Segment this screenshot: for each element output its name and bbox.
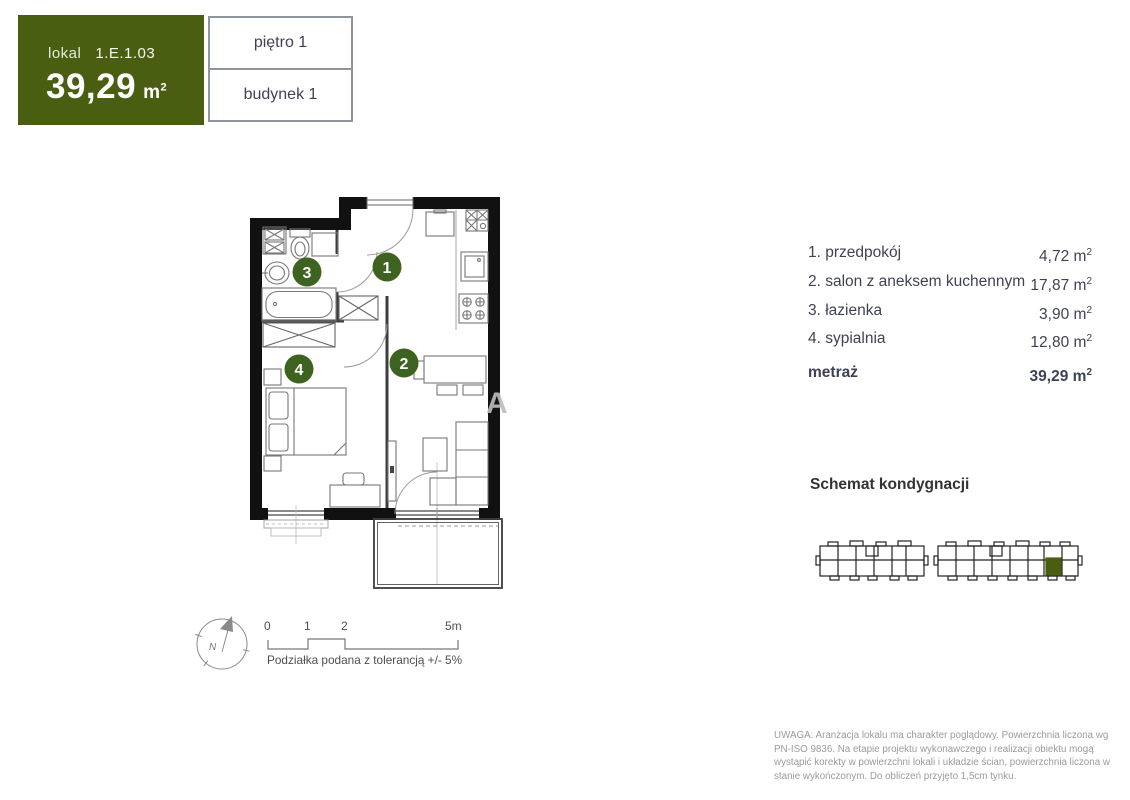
blanket-fold [334,443,346,455]
scale-tick-2: 2 [341,619,348,633]
sofa-seat [430,478,456,505]
room-row [808,299,1092,328]
desk-chair [343,473,364,485]
unit-sup: 2 [160,81,168,94]
bathroom-cabinet [312,233,338,256]
unit-area [46,67,167,107]
schemat-title: Schemat kondygnacji [810,476,970,493]
lokal-code: 1.E.1.03 [95,45,156,62]
chair [437,385,457,395]
building-badge [208,68,353,122]
total-row [808,361,1092,390]
coffee-table [423,438,447,471]
svg-text:1: 1 [382,260,392,277]
nightstand [264,456,281,471]
exterior-walls [250,197,500,520]
unit-m: m [143,82,161,103]
room-badge-3 [293,258,322,287]
room-row [808,241,1092,270]
svg-text:4: 4 [294,362,304,379]
room-label: 2. salon z aneksem kuchennym [808,272,1026,290]
balcony [374,519,502,588]
room-label: 1. przedpokój [808,244,902,261]
room-label: 3. łazienka [808,301,883,319]
room-area: 12,80 $m^2$ [1030,333,1092,352]
floor-plan-drawing [240,190,520,600]
scale-tick-1: 1 [304,619,311,633]
scale-bar [264,619,462,649]
pillow [269,392,288,419]
fridge [426,212,454,236]
sofa-back [456,422,488,505]
bed [266,388,346,455]
room-badge-4 [285,355,314,384]
total-area: 39,29 $m^2$ [1029,367,1092,386]
room-area: 4,72 $m^2$ [1039,247,1092,266]
scale-caption: Podziałka podana z tolerancją +/- 5% [267,653,463,667]
compass-and-scale [185,608,475,678]
total-label: metraż [808,364,858,381]
bedroom-window [264,505,328,544]
unit-code-line [48,45,155,62]
floor-schematic [812,538,1088,588]
scale-tick-0: 0 [264,619,271,633]
building-1-outline [816,541,928,580]
desk [330,485,380,507]
bathroom-door-arc [337,252,377,292]
bedroom-door-arc [344,324,387,367]
washbasin [265,262,289,284]
room-badge-1 [373,253,402,282]
compass-n-label: N [209,642,217,653]
lokal-label: lokal [48,45,82,62]
floor-badge [208,16,353,70]
kitchen-fixtures [414,210,488,395]
scale-tick-5m: 5m [445,619,462,633]
compass-icon [195,616,249,669]
living-furniture [388,422,488,505]
floor-label: piętro 1 [253,34,308,51]
room-row [808,270,1092,299]
room-area: 3,90 $m^2$ [1039,304,1092,323]
svg-text:2: 2 [399,356,409,373]
bedroom-furniture [264,369,380,507]
room-area: 17,87 $m^2$ [1030,275,1092,294]
entrance-door [367,197,413,255]
balcony-window [395,462,479,585]
watermark-letter: A [486,387,508,420]
svg-text:3: 3 [302,265,312,282]
unit-header-card [18,15,204,125]
unit-area-value: 39,29 [46,67,137,106]
disclaimer-text: UWAGA: Aranżacja lokalu ma charakter poglądowy. Powierzchnia liczona wg PN-ISO 9836. Na etapie projektu wykonawczego i realizacji obiektu mogą wystąpić korekty w powierzchni lokali i układzie ścian, powierzchnia liczona w stanie wykończonym. Do obliczeń przyjęto 1,5cm tynku. [774,730,1110,782]
stove [459,294,488,323]
pillow [269,424,288,451]
highlighted-unit [1046,558,1061,575]
dining-table [424,356,486,383]
room-badge-2 [390,349,419,378]
room-list [808,241,1092,390]
building-2-outline [934,541,1082,580]
nightstand [264,369,281,385]
chair [463,385,483,395]
building-label: budynek 1 [243,86,318,103]
toilet-tank [290,229,310,237]
room-row [808,327,1092,356]
room-label: 4. sypialnia [808,330,886,348]
